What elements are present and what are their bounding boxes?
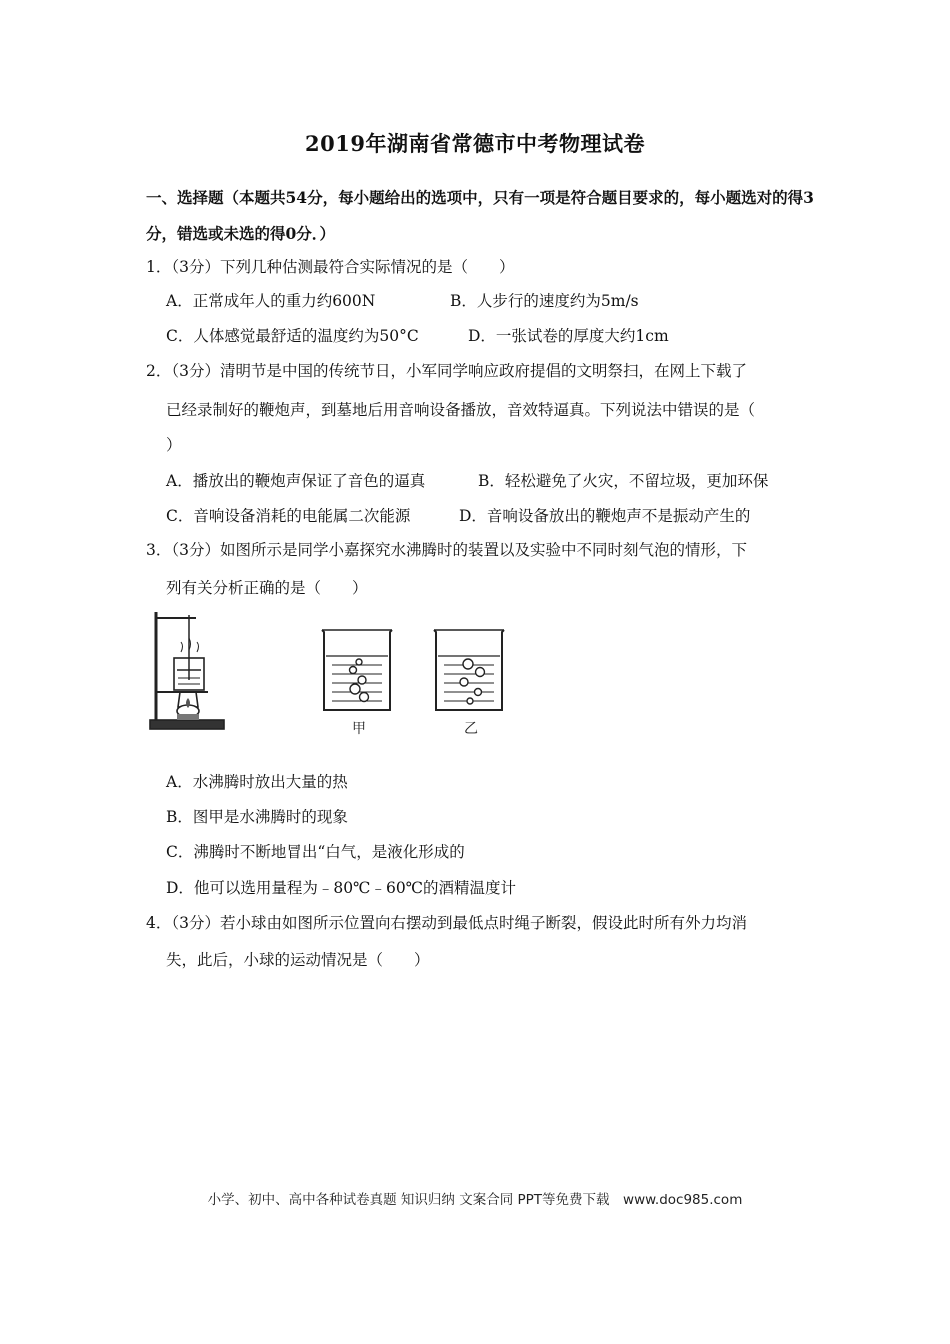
beaker-jia	[322, 630, 392, 710]
question-4-stem-line2: 失，此后，小球的运动情况是（ ）	[166, 951, 430, 969]
question-1-option-c: C．人体感觉最舒适的温度约为50°C	[166, 327, 419, 345]
page-footer: 小学、初中、高中各种试卷真题 知识归纳 文案合同 PPT等免费下载 www.doc985.com	[207, 1192, 743, 1208]
page-title: 2019年湖南省常德市中考物理试卷	[305, 131, 645, 156]
question-2-option-c: C．音响设备消耗的电能属二次能源	[166, 507, 411, 525]
question-1-option-a: A．正常成年人的重力约600N	[166, 292, 376, 310]
label-jia: 甲	[352, 721, 366, 737]
section-heading: 一、选择题（本题共54分，每小题给出的选项中，只有一项是符合题目要求的，每小题选对的得3分，错选或未选的得0分．）	[146, 188, 814, 243]
question-3-option-c: C．沸腾时不断地冒出“白气，是液化形成的	[166, 843, 465, 861]
question-1-option-d: D．一张试卷的厚度大约1cm	[468, 327, 669, 345]
question-2-option-b: B．轻松避免了火灾，不留垃圾，更加环保	[478, 472, 769, 490]
question-3-stem-line2: 列有关分析正确的是（ ）	[166, 579, 368, 597]
beaker-yi	[434, 630, 504, 710]
question-3-option-b: B．图甲是水沸腾时的现象	[166, 808, 348, 826]
label-yi: 乙	[464, 721, 478, 737]
boiling-experiment-figure	[146, 610, 526, 745]
question-3-stem-line1: 3．（3分）如图所示是同学小嘉探究水沸腾时的装置以及实验中不同时刻气泡的情形，下	[146, 541, 747, 559]
question-2-stem-line1: 2．（3分）清明节是中国的传统节日，小军同学响应政府提倡的文明祭扫，在网上下载了	[146, 362, 747, 380]
question-2-option-d: D．音响设备放出的鞭炮声不是振动产生的	[459, 507, 751, 525]
stand-base	[150, 720, 224, 729]
question-1-stem: 1．（3分）下列几种估测最符合实际情况的是（ ）	[146, 258, 515, 276]
question-4-stem-line1: 4．（3分）若小球由如图所示位置向右摆动到最低点时绳子断裂，假设此时所有外力均消	[146, 914, 747, 932]
question-3-option-a: A．水沸腾时放出大量的热	[166, 773, 348, 791]
question-3-option-d: D．他可以选用量程为﹣80℃﹣60℃的酒精温度计	[166, 879, 517, 897]
question-2-stem-line2: 已经录制好的鞭炮声，到墓地后用音响设备播放，音效特逼真。下列说法中错误的是（	[166, 401, 756, 419]
question-2-stem-line3: ）	[166, 436, 182, 454]
question-1-option-b: B．人步行的速度约为5m/s	[450, 292, 639, 310]
apparatus-illustration	[150, 612, 224, 729]
question-2-option-a: A．播放出的鞭炮声保证了音色的逼真	[166, 472, 426, 490]
